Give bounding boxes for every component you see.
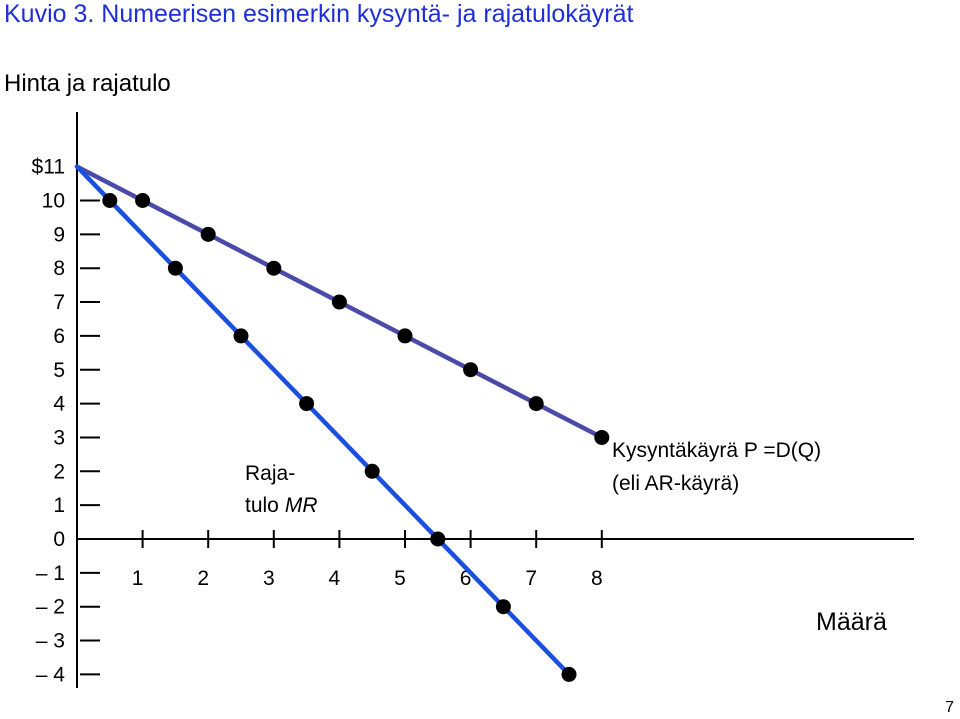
y-tick-label: 10 (41, 189, 65, 213)
demand-curve-label-line2: (eli AR-käyrä) (612, 472, 740, 495)
y-tick-label: 2 (53, 460, 65, 484)
data-point (365, 464, 380, 479)
data-point (463, 362, 478, 377)
data-point (398, 328, 413, 343)
y-tick-label: 3 (53, 426, 65, 450)
y-axis-title: Hinta ja rajatulo (4, 70, 171, 97)
mr-curve-label-line1: Raja- (245, 462, 296, 485)
x-tick-label: 8 (590, 567, 603, 590)
x-tick-label: 5 (394, 567, 406, 590)
y-tick-label: 7 (53, 291, 65, 315)
x-tick-label: 1 (131, 567, 144, 590)
x-tick-label: 3 (262, 567, 275, 590)
y-tick-label: – 2 (35, 595, 65, 619)
series-line-1 (77, 167, 569, 675)
y-tick-label: 6 (53, 324, 65, 348)
data-point (529, 396, 544, 411)
data-point (430, 532, 445, 547)
y-tick-label: $11 (31, 155, 65, 179)
x-tick-label: 4 (328, 567, 341, 590)
x-tick-label: 7 (525, 567, 538, 590)
x-tick-label: 2 (197, 567, 210, 590)
data-point (266, 261, 281, 276)
mr-curve-label-italic: MR (284, 494, 318, 517)
mr-curve-label-text: tulo (245, 494, 279, 517)
y-tick-label: 5 (53, 358, 65, 382)
y-tick-label: 0 (53, 528, 65, 551)
page-number: 7 (945, 699, 954, 716)
data-point (234, 328, 249, 343)
data-point (201, 227, 216, 242)
data-point (135, 193, 150, 208)
slide-title: Kuvio 3. Numeerisen esimerkin kysyntä- ja rajatulokäyrät (4, 0, 634, 28)
y-tick-label: 9 (53, 223, 65, 247)
demand-curve-label-line1: Kysyntäkäyrä P =D(Q) (612, 439, 822, 462)
series-lines (77, 167, 602, 675)
mr-curve-label-line2 (245, 494, 318, 517)
y-ticks (32, 156, 100, 687)
data-point (102, 193, 117, 208)
data-point (496, 599, 511, 614)
x-axis-title: Määrä (816, 608, 887, 636)
series-points (102, 193, 609, 682)
data-point (332, 295, 347, 310)
data-point (562, 667, 577, 682)
y-tick-label: 8 (53, 257, 65, 281)
x-tick-label: 6 (459, 567, 472, 590)
y-tick-label: – 3 (35, 629, 65, 653)
y-tick-label: 4 (53, 392, 65, 416)
y-tick-label: – 1 (35, 561, 65, 585)
data-point (168, 261, 183, 276)
data-point (594, 430, 609, 445)
y-tick-label: 1 (53, 494, 65, 518)
y-tick-label: – 4 (35, 663, 65, 687)
data-point (299, 396, 314, 411)
